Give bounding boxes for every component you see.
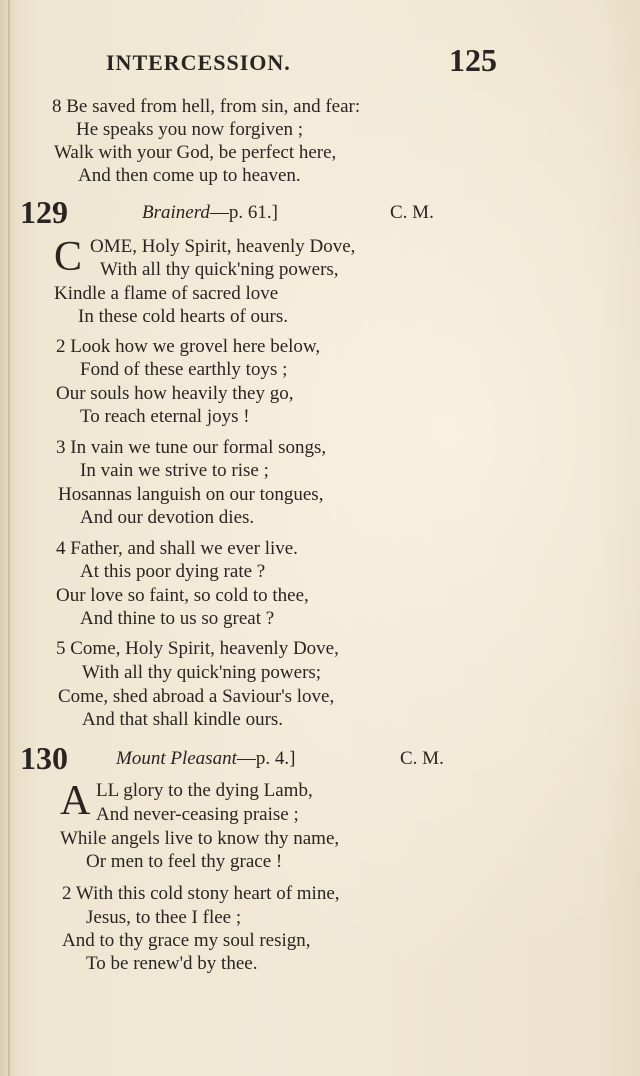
page-header bbox=[0, 42, 640, 86]
tune-reference bbox=[116, 748, 295, 770]
hymn-number: 130 bbox=[20, 740, 68, 776]
verse-line: Hosannas languish on our tongues, bbox=[58, 484, 324, 505]
hymn-number: 129 bbox=[20, 194, 68, 230]
tune-reference bbox=[142, 202, 278, 224]
verse-line: LL glory to the dying Lamb, bbox=[96, 780, 313, 801]
verse-line: Or men to feel thy grace ! bbox=[86, 851, 283, 872]
verse-line: And to thy grace my soul resign, bbox=[62, 930, 311, 951]
page-number: 125 bbox=[449, 42, 497, 78]
tune-name: Brainerd bbox=[142, 202, 210, 223]
running-title: INTERCESSION. bbox=[106, 50, 291, 75]
verse-line: In these cold hearts of ours. bbox=[78, 306, 288, 327]
verse-line: While angels live to know thy name, bbox=[60, 828, 340, 849]
verse-line: With all thy quick'ning powers, bbox=[100, 259, 339, 280]
verse-line: Our souls how heavily they go, bbox=[56, 383, 294, 404]
verse-line: And our devotion dies. bbox=[80, 507, 255, 528]
drop-cap: C bbox=[54, 234, 83, 280]
tune-page: —p. 61.] bbox=[209, 202, 278, 223]
verse-line: In vain we strive to rise ; bbox=[80, 460, 269, 481]
hymn-heading bbox=[20, 194, 470, 234]
verse-line: With all thy quick'ning powers; bbox=[82, 662, 322, 683]
verse-line: To be renew'd by thee. bbox=[86, 953, 258, 974]
tune-page: —p. 4.] bbox=[236, 748, 296, 769]
verse-line: 3 In vain we tune our formal songs, bbox=[56, 437, 327, 458]
verse-line: And then come up to heaven. bbox=[78, 165, 301, 186]
verse-line: And thine to us so great ? bbox=[80, 608, 275, 629]
verse-line: 2 Look how we grovel here below, bbox=[56, 336, 321, 357]
verse-line: And that shall kindle ours. bbox=[82, 709, 284, 730]
verse-line: Fond of these earthly toys ; bbox=[80, 359, 288, 380]
verse-line: 5 Come, Holy Spirit, heavenly Dove, bbox=[56, 638, 339, 659]
hymn-meter: C. M. bbox=[390, 202, 434, 223]
verse-line: To reach eternal joys ! bbox=[80, 406, 250, 427]
hymn-heading bbox=[20, 740, 470, 780]
verse-line: And never-ceasing praise ; bbox=[96, 804, 299, 825]
verse-line: 2 With this cold stony heart of mine, bbox=[62, 883, 340, 904]
drop-cap: A bbox=[60, 778, 91, 824]
verse-line: OME, Holy Spirit, heavenly Dove, bbox=[90, 236, 356, 257]
verse-line: Walk with your God, be perfect here, bbox=[54, 142, 337, 163]
verse-line: 4 Father, and shall we ever live. bbox=[56, 538, 298, 559]
verse-line: Come, shed abroad a Saviour's love, bbox=[58, 686, 335, 707]
page-gutter bbox=[8, 0, 10, 1076]
verse-line: Kindle a flame of sacred love bbox=[54, 283, 279, 304]
verse-line: Jesus, to thee I flee ; bbox=[86, 907, 242, 928]
verse-line: 8 Be saved from hell, from sin, and fear: bbox=[52, 96, 361, 117]
verse-line: Our love so faint, so cold to thee, bbox=[56, 585, 309, 606]
verse-line: At this poor dying rate ? bbox=[80, 561, 266, 582]
tune-name: Mount Pleasant bbox=[116, 748, 237, 769]
hymn-meter: C. M. bbox=[400, 748, 444, 769]
verse-line: He speaks you now forgiven ; bbox=[76, 119, 304, 140]
